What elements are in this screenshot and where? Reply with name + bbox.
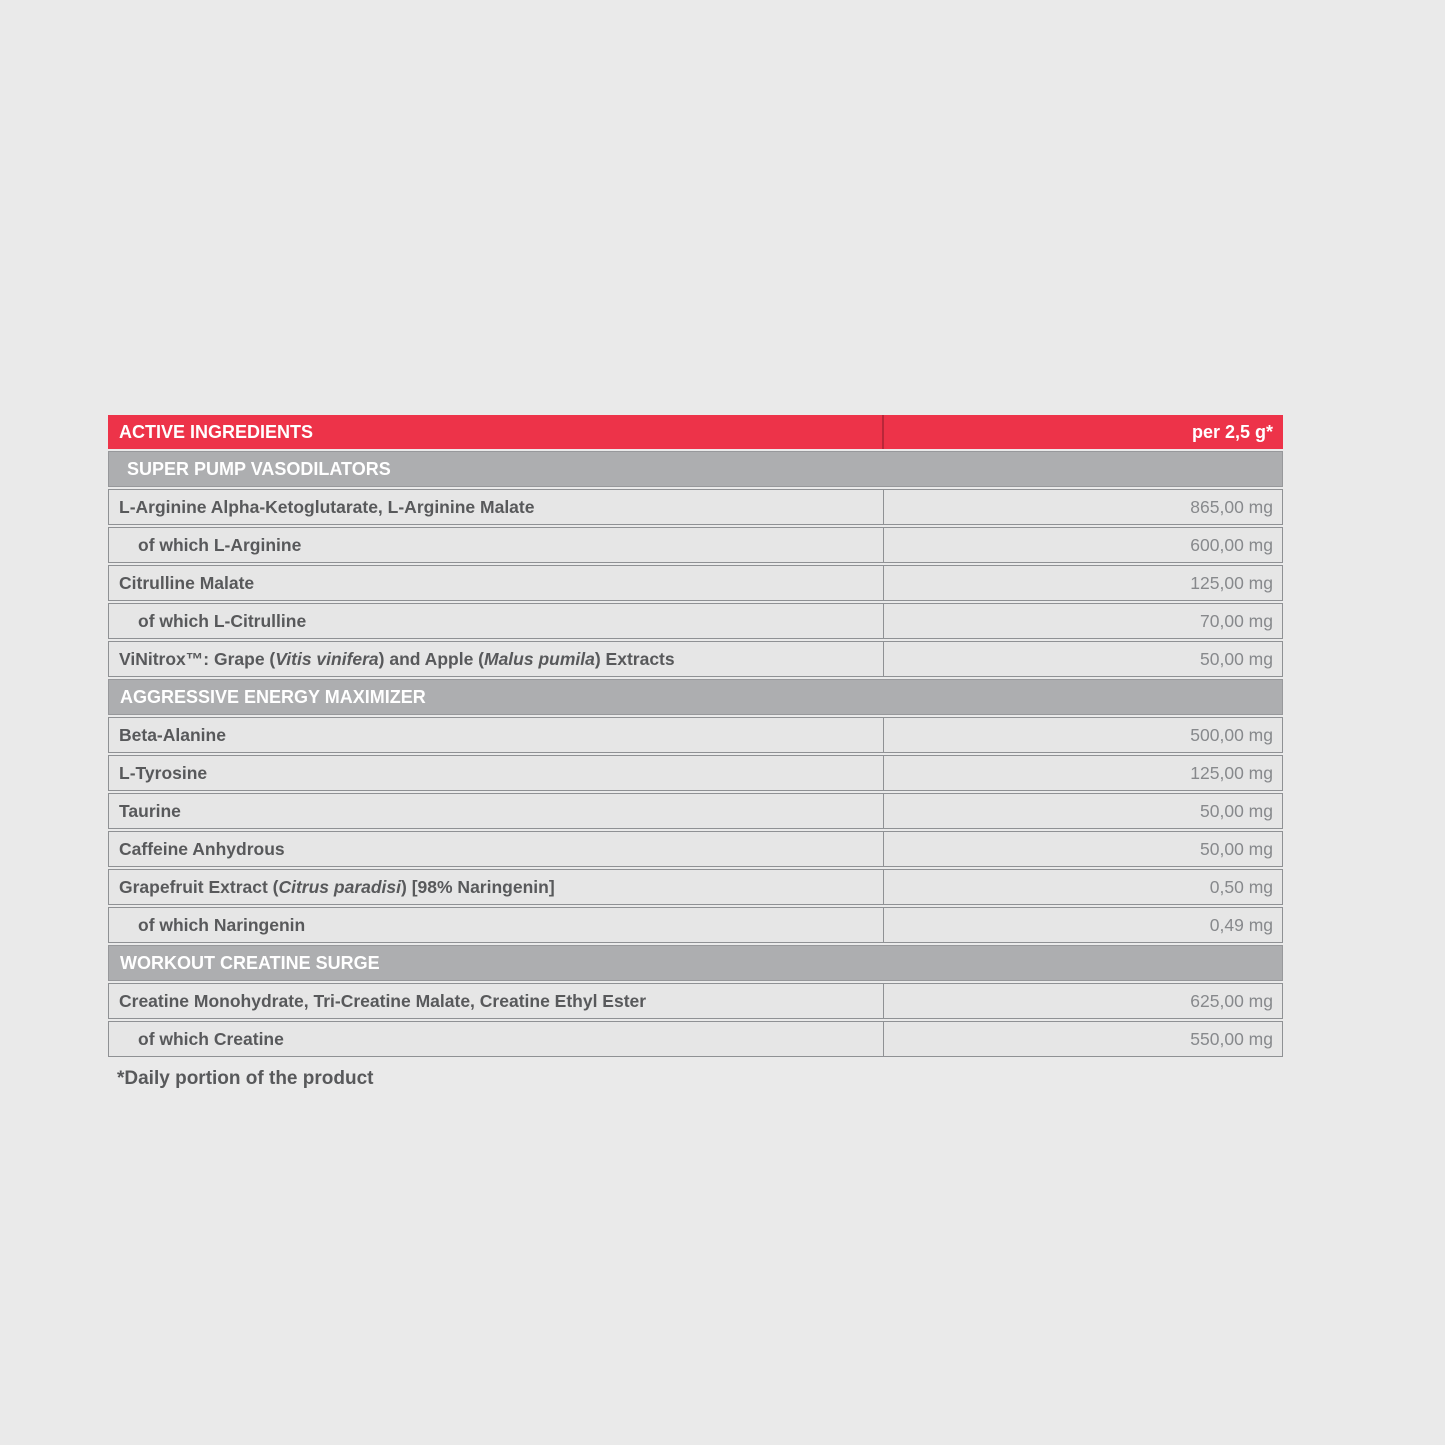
section-title: SUPER PUMP VASODILATORS	[127, 458, 391, 479]
ingredient-name: Citrulline Malate	[109, 566, 884, 600]
ingredient-row	[108, 983, 1283, 1019]
section-header-row	[108, 679, 1283, 715]
daily-portion-footnote: *Daily portion of the product	[117, 1068, 374, 1089]
ingredient-row	[108, 831, 1283, 867]
section-header-row	[108, 945, 1283, 981]
table-header-title: ACTIVE INGREDIENTS	[108, 415, 884, 449]
ingredient-amount: 125,00 mg	[1190, 762, 1273, 783]
ingredient-row	[108, 869, 1283, 905]
sub-ingredient-row	[108, 603, 1283, 639]
ingredient-name: Taurine	[109, 794, 884, 828]
ingredient-name: Beta-Alanine	[109, 718, 884, 752]
ingredient-amount: 50,00 mg	[1200, 838, 1273, 859]
ingredient-row	[108, 717, 1283, 753]
ingredient-name: L-Tyrosine	[109, 756, 884, 790]
ingredient-amount: 600,00 mg	[1190, 534, 1273, 555]
ingredient-amount: 865,00 mg	[1190, 496, 1273, 517]
sub-ingredient-row	[108, 907, 1283, 943]
ingredient-row	[108, 641, 1283, 677]
ingredient-name: Caffeine Anhydrous	[109, 832, 884, 866]
ingredient-amount: 625,00 mg	[1190, 990, 1273, 1011]
ingredient-amount: 550,00 mg	[1190, 1028, 1273, 1049]
ingredient-amount: 500,00 mg	[1190, 724, 1273, 745]
active-ingredients-table	[108, 415, 1283, 1057]
ingredient-amount: 70,00 mg	[1200, 610, 1273, 631]
ingredient-name: ViNitrox™: Grape ( Vitis vinifera ) and Apple ( Malus pumila ) Extracts	[109, 642, 884, 676]
ingredient-row	[108, 489, 1283, 525]
ingredient-row	[108, 565, 1283, 601]
ingredient-name: Grapefruit Extract ( Citrus paradisi ) [98% Naringenin]	[109, 870, 884, 904]
ingredient-name: L-Arginine Alpha-Ketoglutarate, L-Arginine Malate	[109, 490, 884, 524]
ingredient-amount: 50,00 mg	[1200, 648, 1273, 669]
table-rows	[108, 451, 1283, 1057]
section-title: AGGRESSIVE ENERGY MAXIMIZER	[120, 686, 426, 707]
section-header-row	[108, 451, 1283, 487]
ingredient-name: of which Creatine	[109, 1022, 884, 1056]
table-header-serving: per 2,5 g*	[1191, 421, 1273, 442]
sub-ingredient-row	[108, 1021, 1283, 1057]
ingredient-name: of which Naringenin	[109, 908, 884, 942]
ingredient-amount: 125,00 mg	[1190, 572, 1273, 593]
section-title: WORKOUT CREATINE SURGE	[120, 952, 380, 973]
table-header-row	[108, 415, 1283, 449]
ingredient-amount: 0,50 mg	[1209, 876, 1273, 897]
ingredient-name: of which L-Citrulline	[109, 604, 884, 638]
ingredient-name: of which L-Arginine	[109, 528, 884, 562]
ingredient-name: Creatine Monohydrate, Tri-Creatine Malate, Creatine Ethyl Ester	[109, 984, 884, 1018]
ingredient-row	[108, 793, 1283, 829]
ingredient-row	[108, 755, 1283, 791]
ingredient-amount: 0,49 mg	[1209, 914, 1273, 935]
sub-ingredient-row	[108, 527, 1283, 563]
ingredient-amount: 50,00 mg	[1200, 800, 1273, 821]
